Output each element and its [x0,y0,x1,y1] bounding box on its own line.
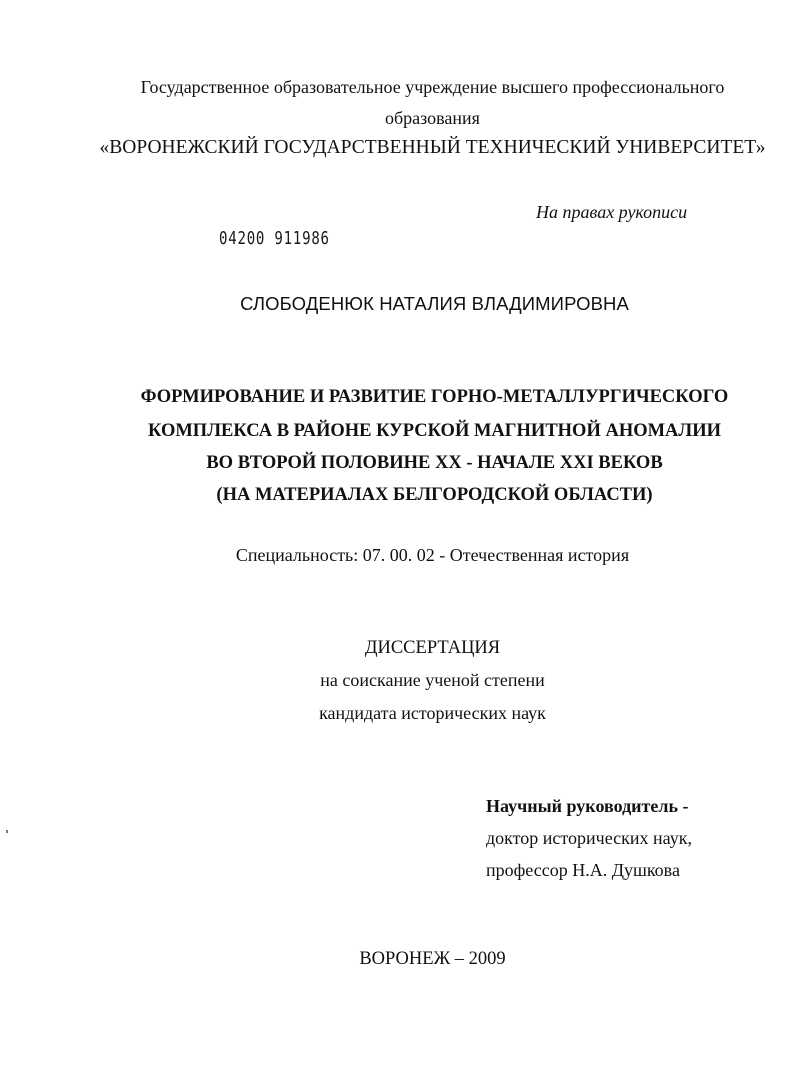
work-type-label: ДИССЕРТАЦИЯ [364,638,501,658]
institution-line-2: образования [385,108,480,128]
dissertation-title-line-1: ФОРМИРОВАНИЕ И РАЗВИТИЕ ГОРНО-МЕТАЛЛУРГИЧЕСКОГО [140,387,729,407]
specialty: Специальность: 07. 00. 02 - Отечественная история [235,545,630,565]
institution-line-1: Государственное образовательное учреждение высшего профессионального [140,77,725,97]
dissertation-title-line-4: (НА МАТЕРИАЛАХ БЕЛГОРОДСКОЙ ОБЛАСТИ) [216,485,653,505]
place-and-year: ВОРОНЕЖ – 2009 [359,949,506,969]
manuscript-rights-note: На правах рукописи [536,202,688,222]
author-name: СЛОБОДЕНЮК НАТАЛИЯ ВЛАДИМИРОВНА [240,293,629,314]
dissertation-title-line-2: КОМПЛЕКСА В РАЙОНЕ КУРСКОЙ МАГНИТНОЙ АНОМАЛИИ [148,421,721,441]
degree-line-2: кандидата исторических наук [319,703,546,723]
scan-speck [6,830,8,833]
dissertation-title-line-3: ВО ВТОРОЙ ПОЛОВИНЕ XX - НАЧАЛЕ XXI ВЕКОВ [206,453,663,473]
supervisor-name: профессор Н.А. Душкова [486,860,680,880]
institution-name: «ВОРОНЕЖСКИЙ ГОСУДАРСТВЕННЫЙ ТЕХНИЧЕСКИЙ УНИВЕРСИТЕТ» [99,137,766,158]
degree-line-1: на соискание ученой степени [320,670,545,690]
supervisor-degree: доктор исторических наук, [486,828,692,848]
supervisor-label: Научный руководитель - [486,796,689,816]
registration-number-stamp: 04200 911986 [219,228,330,249]
